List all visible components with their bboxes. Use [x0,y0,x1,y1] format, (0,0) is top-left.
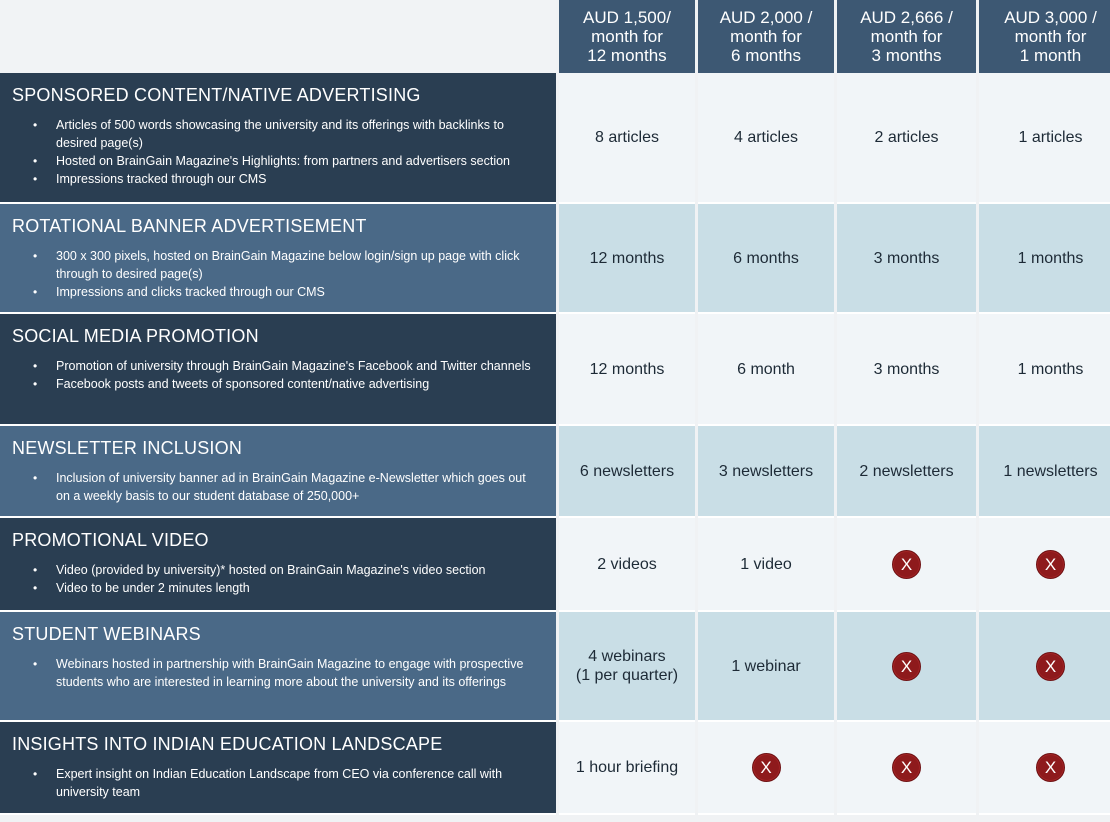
feature-bullet: • 300 x 300 pixels, hosted on BrainGain Magazine below login/sign up page with click through to desired page(s) [56,247,542,283]
x-circle-icon: X [752,753,781,782]
feature-bullet: • Facebook posts and tweets of sponsored content/native advertising [56,375,542,393]
value-cell [837,518,976,612]
feature-bullet: • Articles of 500 words showcasing the university and its offerings with backlinks to desired page(s) [56,116,542,152]
value-cell: 1 articles [979,73,1110,204]
value-cell: 12 months [559,204,695,314]
value-cell: 1 webinar [698,612,834,722]
value-cell: 4 webinars (1 per quarter) [559,612,695,722]
x-circle-icon: X [1036,753,1065,782]
feature-bullet: • Expert insight on Indian Education Landscape from CEO via conference call with university team [56,765,542,801]
value-cell [979,612,1110,722]
feature-bullet: • Video to be under 2 minutes length [56,579,542,597]
value-cell: 3 newsletters [698,426,834,518]
feature-bullet: • Promotion of university through BrainGain Magazine's Facebook and Twitter channels [56,357,542,375]
feature-title: INSIGHTS INTO INDIAN EDUCATION LANDSCAPE [12,734,443,754]
value-cell [979,518,1110,612]
feature-bullet: • Impressions tracked through our CMS [56,170,542,188]
feature-promotional-video [0,518,556,612]
x-circle-icon: X [1036,652,1065,681]
feature-bullet: • Inclusion of university banner ad in BrainGain Magazine e-Newsletter which goes out on a weekly basis to our student database of 250,000+ [56,469,542,505]
plan-header-12-months: AUD 1,500/ month for 12 months [559,0,695,73]
plan-header-3-months: AUD 2,666 / month for 3 months [837,0,976,73]
value-cell: 2 articles [837,73,976,204]
plan-header-1-month: AUD 3,000 / month for 1 month [979,0,1110,73]
feature-title: SPONSORED CONTENT/NATIVE ADVERTISING [12,85,421,105]
feature-title: ROTATIONAL BANNER ADVERTISEMENT [12,216,367,236]
value-cell: 1 video [698,518,834,612]
value-cell: 6 newsletters [559,426,695,518]
feature-bullet: • Impressions and clicks tracked through our CMS [56,283,542,301]
feature-title: SOCIAL MEDIA PROMOTION [12,326,259,346]
feature-bullet: • Video (provided by university)* hosted on BrainGain Magazine's video section [56,561,542,579]
feature-bullets [12,655,542,691]
feature-bullets [12,765,542,801]
feature-student-webinars [0,612,556,722]
feature-bullet: • Webinars hosted in partnership with BrainGain Magazine to engage with prospective students who are interested in learning more about the university and its offerings [56,655,542,691]
value-cell: 6 month [698,314,834,426]
feature-indian-education-insights [0,722,556,815]
value-cell: 2 newsletters [837,426,976,518]
value-cell [698,722,834,815]
value-cell [837,612,976,722]
feature-social-media [0,314,556,426]
feature-title: NEWSLETTER INCLUSION [12,438,243,458]
value-cell: 1 hour briefing [559,722,695,815]
value-cell: 6 months [698,204,834,314]
value-cell: 1 months [979,204,1110,314]
feature-sponsored-content [0,73,556,204]
feature-bullets [12,469,542,505]
feature-bullets [12,247,542,301]
value-cell: 8 articles [559,73,695,204]
value-cell: 2 videos [559,518,695,612]
feature-bullets [12,116,542,188]
value-cell [837,722,976,815]
x-circle-icon: X [892,753,921,782]
value-cell: 12 months [559,314,695,426]
value-cell: 1 newsletters [979,426,1110,518]
value-cell [979,722,1110,815]
value-cell: 3 months [837,204,976,314]
feature-bullets [12,357,542,393]
value-cell: 4 articles [698,73,834,204]
value-cell: 1 months [979,314,1110,426]
x-circle-icon: X [892,652,921,681]
feature-bullet: • Hosted on BrainGain Magazine's Highlights: from partners and advertisers section [56,152,542,170]
x-circle-icon: X [1036,550,1065,579]
feature-title: PROMOTIONAL VIDEO [12,530,209,550]
feature-bullets [12,561,542,597]
x-circle-icon: X [892,550,921,579]
value-cell: 3 months [837,314,976,426]
feature-rotational-banner [0,204,556,314]
table-corner [0,0,556,73]
feature-title: STUDENT WEBINARS [12,624,201,644]
feature-newsletter [0,426,556,518]
plan-header-6-months: AUD 2,000 / month for 6 months [698,0,834,73]
